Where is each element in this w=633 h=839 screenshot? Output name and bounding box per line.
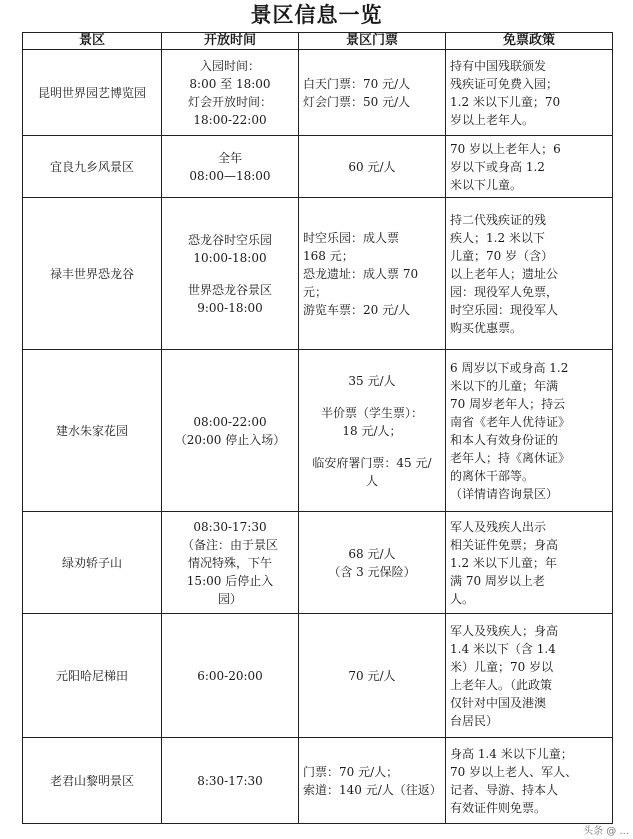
scenic-info-table <box>22 32 613 824</box>
opening-hours-cell <box>162 50 299 136</box>
ticket-price-cell-line: （含 3 元保险） <box>328 564 416 579</box>
free-policy-cell-line: 以上老年人；遗址公 <box>450 266 559 281</box>
free-policy-cell-line: 1.2 米以下儿童；年 <box>450 555 557 570</box>
ticket-price-cell-line: 60 元/人 <box>348 159 396 174</box>
free-policy-cell-line: 1.2 米以下儿童；70 <box>450 94 561 109</box>
ticket-price-cell-line <box>303 390 441 404</box>
opening-hours-cell-line: 恐龙谷时空乐园 <box>187 232 272 247</box>
opening-hours-cell <box>162 512 299 614</box>
scenic-name-cell: 宜良九乡风景区 <box>23 136 162 198</box>
free-policy-cell-line: 1.4 米以下（含 1.4 <box>450 641 556 656</box>
free-policy-cell-line: 米以下儿童。 <box>450 177 523 192</box>
opening-hours-cell-line: 08:30-17:30 <box>193 519 267 534</box>
ticket-price-cell-line: 恐龙遗址：成人票 70 <box>303 266 419 281</box>
watermark: 头条 @ ... <box>583 826 629 837</box>
opening-hours-cell-line: 9:00-18:00 <box>197 300 263 315</box>
free-policy-cell-line: 相关证件免票；身高 <box>450 537 559 552</box>
ticket-price-cell <box>299 198 446 350</box>
ticket-price-cell-line: 元； <box>303 284 328 299</box>
scenic-name-cell: 禄丰世界恐龙谷 <box>23 198 162 350</box>
free-policy-cell-line: 米）儿童；70 岁以 <box>450 659 554 674</box>
free-policy-cell-line: 有效证件则免票。 <box>450 800 547 815</box>
free-policy-cell-line: 园：现役军人免票， <box>450 284 559 299</box>
table-body <box>23 50 613 824</box>
free-policy-cell <box>446 512 613 614</box>
free-policy-cell-line: （详情请咨询景区） <box>450 486 559 501</box>
opening-hours-cell-line: 8:30-17:30 <box>197 773 263 788</box>
ticket-price-cell-line: 临安府署门票：45 元/ <box>312 455 432 470</box>
free-policy-cell-line: 持二代残疾证的残 <box>450 212 547 227</box>
scenic-name-cell: 建水朱家花园 <box>23 350 162 512</box>
opening-hours-cell-line: 灯会开放时间： <box>187 94 272 109</box>
table-row <box>23 350 613 512</box>
opening-hours-cell-line: 全年 <box>217 150 242 165</box>
opening-hours-cell-line: 园） <box>217 591 242 606</box>
opening-hours-cell-line: （20:00 停止入场） <box>174 432 286 447</box>
opening-hours-cell-line: 世界恐龙谷景区 <box>187 282 272 297</box>
opening-hours-cell-line: 6:00-20:00 <box>197 668 263 683</box>
table-row <box>23 198 613 350</box>
opening-hours-cell-line: 18:00-22:00 <box>193 112 267 127</box>
ticket-price-cell-line <box>303 440 441 454</box>
table-header-row <box>23 33 613 50</box>
free-policy-cell <box>446 136 613 198</box>
ticket-price-cell <box>299 136 446 198</box>
opening-hours-cell-line: 10:00-18:00 <box>193 250 267 265</box>
free-policy-cell-line: 购买优惠票。 <box>450 320 523 335</box>
free-policy-cell-line: 时空乐园：现役军人 <box>450 302 559 317</box>
page-title: 景区信息一览 <box>250 3 383 27</box>
table-row <box>23 738 613 824</box>
ticket-price-cell-line: 索道：140 元/人（往返） <box>303 782 442 797</box>
free-policy-cell-line: 上老年人。（此政策 <box>450 677 553 692</box>
free-policy-cell-line: 米以下的儿童；年满 <box>450 378 559 393</box>
ticket-price-cell-line: 人 <box>365 473 378 488</box>
free-policy-cell-line: 的离休干部等。 <box>450 468 535 483</box>
ticket-price-cell-line: 灯会门票：50 元/人 <box>303 94 411 109</box>
free-policy-cell-line: 仅针对中国及港澳 <box>450 695 547 710</box>
scenic-name-cell: 老君山黎明景区 <box>23 738 162 824</box>
opening-hours-cell-line: 入园时间： <box>199 58 260 73</box>
ticket-price-cell-line: 半价票（学生票）： <box>320 405 423 420</box>
ticket-price-cell-line: 白天门票：70 元/人 <box>303 76 411 91</box>
ticket-price-cell <box>299 50 446 136</box>
header-hours: 开放时间 <box>162 33 299 50</box>
table-row <box>23 136 613 198</box>
free-policy-cell <box>446 198 613 350</box>
free-policy-cell-line: 老年人；持《离休证》 <box>450 450 571 465</box>
free-policy-cell-line: 台居民） <box>450 713 499 728</box>
opening-hours-cell-line: 08:00—18:00 <box>189 168 271 183</box>
free-policy-cell-line: 军人及残疾人；身高 <box>450 623 559 638</box>
header-name: 景区 <box>23 33 162 50</box>
free-policy-cell-line: 6 周岁以下或身高 1.2 <box>450 360 569 375</box>
opening-hours-cell-line <box>166 267 294 281</box>
opening-hours-cell-line: 情况特殊，下午 <box>187 555 272 570</box>
opening-hours-cell <box>162 198 299 350</box>
opening-hours-cell <box>162 136 299 198</box>
opening-hours-cell <box>162 738 299 824</box>
table-row <box>23 512 613 614</box>
free-policy-cell <box>446 738 613 824</box>
ticket-price-cell <box>299 614 446 738</box>
ticket-price-cell-line: 68 元/人 <box>348 546 396 561</box>
free-policy-cell-line: 满 70 周岁以上老 <box>450 573 545 588</box>
ticket-price-cell-line: 70 元/人 <box>348 668 396 683</box>
opening-hours-cell <box>162 614 299 738</box>
free-policy-cell-line: 持有中国残联颁发 <box>450 58 547 73</box>
opening-hours-cell <box>162 350 299 512</box>
scenic-name-cell: 绿劝轿子山 <box>23 512 162 614</box>
ticket-price-cell-line: 35 元/人 <box>348 373 396 388</box>
free-policy-cell-line: 身高 1.4 米以下儿童； <box>450 746 573 761</box>
free-policy-cell-line: 70 岁以上老人、军人、 <box>450 764 578 779</box>
opening-hours-cell-line: （备注：由于景区 <box>181 537 278 552</box>
free-policy-cell-line: 疾人；1.2 米以下 <box>450 230 545 245</box>
free-policy-cell-line: 记者、导游、持本人 <box>450 782 559 797</box>
ticket-price-cell <box>299 350 446 512</box>
free-policy-cell-line: 儿童；70 岁（含） <box>450 248 554 263</box>
free-policy-cell <box>446 350 613 512</box>
free-policy-cell-line: 岁以下或身高 1.2 <box>450 159 545 174</box>
ticket-price-cell-line: 18 元/人； <box>342 423 402 438</box>
opening-hours-cell-line: 15:00 后停止入 <box>186 573 274 588</box>
opening-hours-cell-line: 8:00 至 18:00 <box>189 76 271 91</box>
table-row <box>23 614 613 738</box>
ticket-price-cell-line: 门票：70 元/人； <box>303 764 399 779</box>
ticket-price-cell-line: 时空乐园：成人票 <box>303 230 400 245</box>
opening-hours-cell-line: 08:00-22:00 <box>193 414 267 429</box>
free-policy-cell-line: 人。 <box>450 591 475 606</box>
free-policy-cell <box>446 614 613 738</box>
free-policy-cell-line: 军人及残疾人出示 <box>450 519 547 534</box>
scenic-name-cell: 元阳哈尼梯田 <box>23 614 162 738</box>
ticket-price-cell <box>299 738 446 824</box>
free-policy-cell-line: 70 周岁老年人；持云 <box>450 396 566 411</box>
free-policy-cell <box>446 50 613 136</box>
free-policy-cell-line: 残疾证可免费入园； <box>450 76 559 91</box>
free-policy-cell-line: 70 岁以上老年人；6 <box>450 141 561 156</box>
ticket-price-cell <box>299 512 446 614</box>
scenic-name-cell: 昆明世界园艺博览园 <box>23 50 162 136</box>
free-policy-cell-line: 南省《老年人优待证》 <box>450 414 571 429</box>
free-policy-cell-line: 岁以上老年人。 <box>450 112 535 127</box>
ticket-price-cell-line: 168 元； <box>303 248 354 263</box>
table-row <box>23 50 613 136</box>
ticket-price-cell-line: 游览车票：20 元/人 <box>303 302 411 317</box>
header-policy: 免票政策 <box>446 33 613 50</box>
free-policy-cell-line: 和本人有效身份证的 <box>450 432 559 447</box>
header-ticket: 景区门票 <box>299 33 446 50</box>
